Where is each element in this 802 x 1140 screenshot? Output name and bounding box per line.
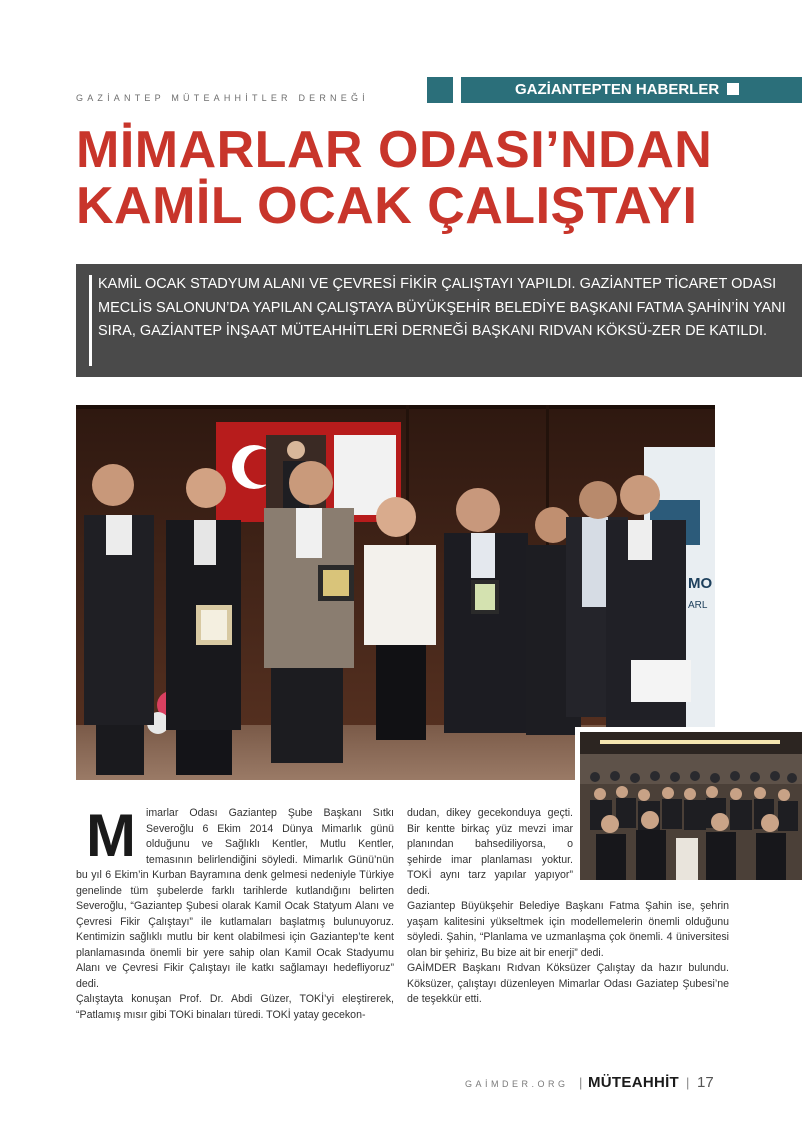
audience-illustration — [580, 732, 802, 880]
section-bar — [461, 77, 802, 103]
main-photo — [76, 405, 715, 780]
footer-website: GAİMDER.ORG — [465, 1079, 569, 1089]
page-footer — [0, 1074, 802, 1096]
square-icon — [727, 83, 739, 95]
page-number: 17 — [697, 1074, 714, 1091]
banner-subtext: ARL — [688, 600, 708, 611]
title-line-2: KAMİL OCAK ÇALIŞTAYI — [76, 177, 698, 235]
article-title — [76, 122, 776, 234]
paragraph-2: Çalıştayta konuşan Prof. Dr. Abdi Güzer, TOKİ’yi eleştirerek, “Patlamış mısır gibi TOKi binaları türedi. TOKİ yatay gecekon- — [76, 993, 394, 1021]
group-photo-illustration — [76, 405, 715, 780]
paragraph-1-text: imarlar Odası Gaziantep Şube Başkanı Sıtkı Severoğlu 6 Ekim 2014 Dünya Mimarlık günü olduğunu ve Sağlıklı Kentler, Mutlu Kentler, temasının belirlendiğini söyledi. Mimarlık Günü’nün bu yıl 6 Ekim’in Kurban Bayramına denk gelmesi nedeniyle Türkiye genelinde tüm şubelerde farklı tarihlerde kutlandığını belirten Severoğlu, “Gaziantep Şubesi olarak Kamil Ocak Statyum Alanı ve Çevresi Fikir Çalıştayı” ile kutlamaları başlatmış bulunuyoruz. Kentimizin sağlıklı mutlu bir kent olabilmesi için Gaziantep’te kent planlamasında önemli bir yere sahip olan Kamil Ocak Stadyumu Alanı ve Çevresi Fikir Çalıştayı ile katkı sağlamayı hedefliyoruz” dedi. — [76, 807, 394, 990]
audience-photo — [575, 727, 802, 880]
paragraph-5: GAİMDER Başkanı Rıdvan Köksüzer Çalıştay da hazır bulundu. Köksüzer, çalıştayı düzenleyen Mimarlar Odası Gaziatep Şubesi’ne de teşekkür etti. — [407, 962, 729, 1005]
article-column-2-top — [407, 806, 573, 899]
paragraph-1 — [76, 802, 394, 992]
footer-separator: | — [686, 1075, 690, 1090]
lead-text: KAMİL OCAK STADYUM ALANI VE ÇEVRESİ FİKİR ÇALIŞTAYI YAPILDI. GAZİANTEP TİCARET ODASI MECLİS SALONUN’DA YAPILAN ÇALIŞTAYA BÜYÜKŞEHİR BELEDİYE BAŞKANI FATMA ŞAHİN’İN YANI SIRA, GAZİANTEP İNŞAAT MÜTEAHHİTLERİ DERNEĞİ BAŞKANI RIDVAN KÖKSÜ-ZER DE KATILDI. — [98, 276, 786, 339]
dropcap: M — [86, 802, 136, 869]
article-column-2 — [407, 899, 729, 1008]
paragraph-3: dudan, dikey gecekonduya geçti. Bir kentte birkaç yüz mevzi imar planından bahsediliyorsa, o şehirde imar planlaması yoktur. TOKİ aynı tarz yapılar yapıyor” dedi. — [407, 807, 573, 897]
magazine-logo: MÜTEAHHİT — [588, 1074, 680, 1091]
paragraph-4: Gaziantep Büyükşehir Belediye Başkanı Fatma Şahin ise, şehrin yaşam kalitesini yükseltmek için modellemelerin önemli olduğunu söyledi. Şahin, “Planlama ve uzmanlaşma çok önemli. 4 üniversitesi olan bir şehiriz, Bu bize ait bir enerji” dedi. — [407, 900, 729, 959]
section-marker-square — [427, 77, 453, 103]
title-line-1: MİMARLAR ODASI’NDAN — [76, 121, 713, 179]
banner-text: MO — [688, 575, 713, 592]
article-column-1 — [76, 802, 394, 1023]
footer-separator: | — [579, 1075, 583, 1090]
association-name: GAZİANTEP MÜTEAHHİTLER DERNEĞİ — [76, 93, 369, 103]
section-title: GAZİANTEPTEN HABERLER — [515, 81, 720, 98]
lead-box — [76, 264, 802, 377]
